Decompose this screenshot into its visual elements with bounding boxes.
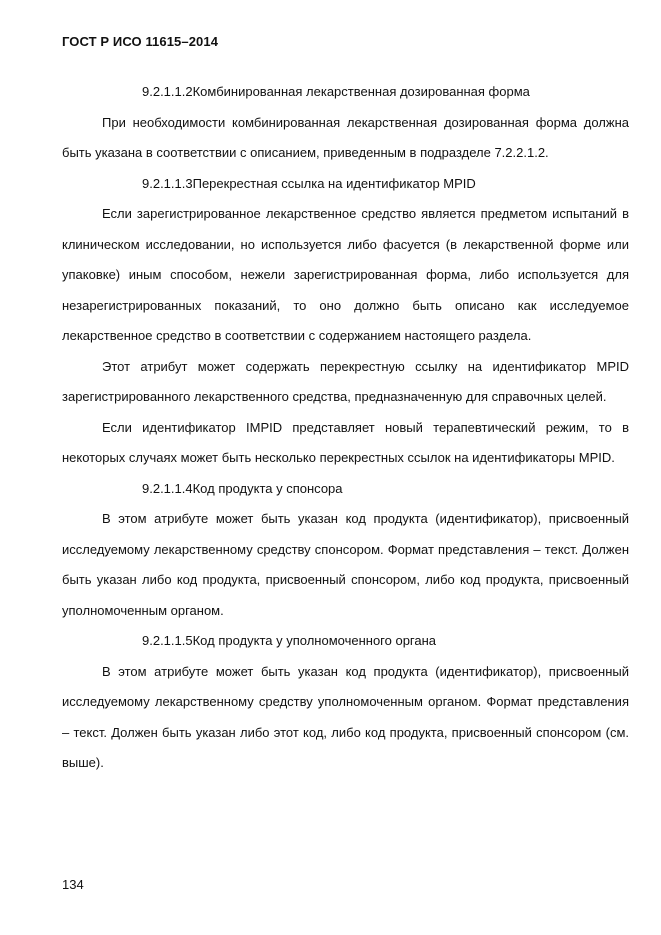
section-number: 9.2.1.1.4	[142, 480, 193, 496]
section-number: 9.2.1.1.3	[142, 175, 193, 191]
section-heading	[62, 474, 629, 505]
page-number: 134	[62, 877, 84, 892]
paragraph: Если зарегистрированное лекарственное средство является предметом испытаний в клиническом исследовании, но используется либо фасуется (в лекарственной форме или упаковке) иным способом, нежели зарегистрированная форма, либо используется для незарегистрированных показаний, то оно должно быть описано как исследуемое лекарственное средство в соответствии с содержанием настоящего раздела.	[62, 206, 629, 343]
paragraph: При необходимости комбинированная лекарственная дозированная форма должна быть указана в соответствии с описанием, приведенным в подразделе 7.2.2.1.2.	[62, 114, 629, 160]
section-number: 9.2.1.1.2	[142, 84, 193, 99]
paragraph: Этот атрибут может содержать перекрестную ссылку на идентификатор MPID зарегистрированного лекарственного средства, предназначенную для справочных целей.	[62, 358, 629, 404]
section-title: Код продукта у спонсора	[192, 480, 343, 496]
paragraph: В этом атрибуте может быть указан код продукта (идентификатор), присвоенный исследуемому лекарственному средству уполномоченным органом. Формат представления – текст. Должен быть указан либо этот код, либо код продукта, присвоенный спонсором (см. выше).	[62, 663, 629, 770]
section-title: Комбинированная лекарственная дозированная форма	[192, 84, 530, 99]
section-heading	[62, 169, 629, 200]
section-number: 9.2.1.1.5	[142, 633, 193, 648]
document-header: ГОСТ Р ИСО 11615–2014	[62, 34, 219, 49]
section-title: Перекрестная ссылка на идентификатор MPID	[192, 175, 476, 191]
section-heading	[62, 77, 629, 108]
paragraph: В этом атрибуте может быть указан код продукта (идентификатор), присвоенный исследуемому лекарственному средству спонсором. Формат представления – текст. Должен быть указан либо код продукта, присвоенный спонсором, либо код продукта, присвоенный уполномоченным органом.	[62, 511, 629, 618]
section-heading	[62, 626, 629, 657]
paragraph: Если идентификатор IMPID представляет новый терапевтический режим, то в некоторых случаях может быть несколько перекрестных ссылок на идентификаторы MPID.	[62, 419, 629, 465]
section-title: Код продукта у уполномоченного органа	[192, 633, 437, 648]
document-body	[62, 77, 629, 779]
